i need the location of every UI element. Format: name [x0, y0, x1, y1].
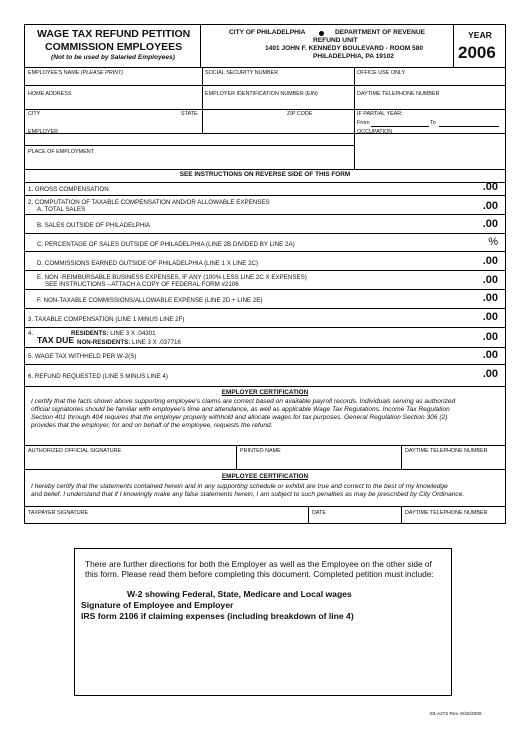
line-6-amount[interactable]: .00	[482, 368, 498, 380]
header-divider-right	[453, 25, 454, 67]
employer-cert-line-3: Section 401 through 404 requires that the employer properly withhold and allocate wages for tax purposes. General Regulation Section 306 (2)	[31, 414, 448, 421]
employer-cert-heading: EMPLOYER CERTIFICATION	[221, 389, 309, 396]
line-1-amount[interactable]: .00	[482, 181, 498, 193]
grid-rule-6	[25, 182, 505, 183]
header-divider-left	[200, 25, 201, 67]
requirements-notice	[74, 548, 452, 696]
rule-line-4	[25, 347, 505, 348]
taxpayer-sig-divider-1	[308, 506, 309, 524]
line-2a-label: A. TOTAL SALES	[37, 206, 86, 213]
line-6-label: 6. REFUND REQUESTED (LINE 5 MINUS LINE 4)	[28, 373, 168, 380]
agency-unit: REFUND UNIT	[313, 37, 358, 44]
grid-rule-3	[25, 133, 505, 134]
rule-line-2f	[25, 308, 505, 309]
line-2c-percent[interactable]: %	[488, 236, 498, 248]
requirement-signatures: Signature of Employee and Employer	[81, 600, 234, 610]
line-2e-sub-label: SEE INSTRUCTIONS --ATTACH A COPY OF FEDERAL FORM #2106	[45, 281, 239, 288]
grid-divider-1	[202, 67, 203, 133]
header-rule	[25, 67, 505, 68]
employer-sig-divider-1	[236, 445, 237, 469]
city-field[interactable]: CITY	[28, 111, 41, 117]
place-of-employment-field[interactable]: PLACE OF EMPLOYMENT	[28, 149, 94, 155]
rule-line-5	[25, 364, 505, 365]
employer-field[interactable]: EMPLOYER	[28, 129, 58, 135]
zip-field[interactable]: ZIP CODE	[287, 111, 313, 117]
form-title: WAGE TAX REFUND PETITION	[37, 28, 191, 40]
requirement-irs-2106: IRS form 2106 if claiming expenses (including breakdown of line 4)	[81, 611, 354, 621]
form-title-note: (Not to be used by Salaried Employees)	[51, 54, 175, 61]
home-address-field[interactable]: HOME ADDRESS	[28, 91, 72, 97]
rule-taxpayer-sig	[25, 506, 505, 507]
line-2d-amount[interactable]: .00	[482, 255, 498, 267]
line-2a-amount[interactable]: .00	[482, 200, 498, 212]
line-2b-label: B. SALES OUTSIDE OF PHILADELPHIA	[37, 222, 151, 229]
line-2f-label: F. NON-TAXABLE COMMISSIONS/ALLOWABLE EXPENSE (LINE 2D + LINE 2E)	[37, 297, 263, 304]
line-2e-amount[interactable]: .00	[482, 274, 498, 286]
employer-cert-line-1: I certify that the facts shown above supporting employee's claims are correct based on available payroll records. Individuals serving as authorized	[31, 398, 456, 405]
residents-rate: RESIDENTS: LINE 3 X .04301	[71, 330, 156, 337]
to-line	[439, 126, 499, 127]
grid-divider-2	[354, 67, 355, 169]
line-3-amount[interactable]: .00	[482, 311, 498, 323]
line-2d-label: D. COMMISSIONS EARNED OUTSIDE OF PHILADELPHIA (LINE 1 X LINE 2C)	[37, 260, 259, 267]
rule-line-2a	[25, 214, 505, 215]
to-field[interactable]: To	[430, 120, 436, 126]
rule-line-2c	[25, 251, 505, 252]
date-field[interactable]: DATE	[312, 510, 326, 516]
employer-sig-divider-2	[401, 445, 402, 469]
grid-rule-5	[25, 169, 505, 170]
printed-name-field[interactable]: PRINTED NAME	[240, 448, 281, 454]
employee-cert-heading: EMPLOYEE CERTIFICATION	[221, 473, 309, 480]
agency-city: CITY OF PHILADELPHIA	[229, 29, 306, 36]
rule-line-6	[25, 386, 505, 387]
employee-name-field[interactable]: EMPLOYEE'S NAME (PLEASE PRINT)	[28, 70, 124, 76]
taxpayer-signature-field[interactable]: TAXPAYER SIGNATURE	[28, 510, 89, 516]
grid-rule-2	[25, 109, 505, 110]
line-4-number: 4.	[28, 330, 34, 337]
partial-year-label: IF PARTIAL YEAR:	[357, 111, 403, 117]
wage-tax-refund-form	[24, 24, 506, 524]
from-line	[371, 126, 429, 127]
agency-bullet	[319, 31, 324, 36]
employee-cert-line-1: I hereby certify that the statements contained herein and in any supporting schedule or exhibit are true and correct to the best of my knowledge	[31, 483, 448, 490]
from-field[interactable]: From	[357, 120, 370, 126]
non-residents-rate: NON-RESIDENTS: LINE 3 X .037716	[77, 339, 181, 346]
taxpayer-sig-divider-2	[401, 506, 402, 524]
rule-employer-sig	[25, 445, 505, 446]
line-5-label: 5. WAGE TAX WITHHELD PER W-2(S)	[28, 353, 137, 360]
employer-phone-field[interactable]: DAYTIME TELEPHONE NUMBER	[405, 448, 488, 454]
line-4-amount[interactable]: .00	[482, 331, 498, 343]
state-field[interactable]: STATE	[181, 111, 198, 117]
rule-line-3	[25, 327, 505, 328]
ein-field[interactable]: EMPLOYER IDENTIFICATION NUMBER (EIN)	[205, 91, 318, 97]
line-5-amount[interactable]: .00	[482, 349, 498, 361]
taxpayer-phone-field[interactable]: DAYTIME TELEPHONE NUMBER	[405, 510, 488, 516]
line-2f-amount[interactable]: .00	[482, 292, 498, 304]
employer-cert-line-4: provides that the employer, for and on behalf of the employee, requests the refund.	[31, 422, 273, 429]
rule-employee-cert	[25, 469, 505, 470]
line-3-label: 3. TAXABLE COMPENSATION (LINE 1 MINUS LINE 2F)	[28, 316, 185, 323]
form-subtitle: COMMISSION EMPLOYEES	[45, 41, 183, 53]
employee-cert-line-2: and belief. I understand that if I knowingly make any false statements herein, I am subject to such penalties as may be prescribed by City Ordinance.	[31, 491, 465, 498]
grid-rule-4	[25, 145, 354, 146]
year-value: 2006	[458, 43, 496, 62]
notice-line-2: this form. Please read them before completing this document. Completed petition must include:	[85, 569, 434, 579]
line-1-label: 1. GROSS COMPENSATION	[28, 186, 109, 193]
office-use-label: OFFICE USE ONLY	[357, 70, 406, 76]
grid-rule-1	[25, 85, 505, 86]
daytime-phone-field[interactable]: DAYTIME TELEPHONE NUMBER	[357, 91, 440, 97]
line-2-label: 2. COMPUTATION OF TAXABLE COMPENSATION AND/OR ALLOWABLE EXPENSES	[28, 199, 270, 206]
occupation-field[interactable]: OCCUPATION	[357, 129, 393, 135]
form-id: 83-A272 Rev. 8/26/2006	[430, 712, 482, 717]
ssn-field[interactable]: SOCIAL SECURITY NUMBER	[205, 70, 279, 76]
line-2b-amount[interactable]: .00	[482, 218, 498, 230]
rule-line-1	[25, 195, 505, 196]
agency-address: 1401 JOHN F. KENNEDY BOULEVARD - ROOM 580	[265, 45, 424, 52]
year-label: YEAR	[468, 30, 492, 40]
requirement-w2: W-2 showing Federal, State, Medicare and Local wages	[127, 589, 352, 599]
instructions-header: SEE INSTRUCTIONS ON REVERSE SIDE OF THIS FORM	[179, 171, 351, 178]
notice-line-1: There are further directions for both the Employer as well as the Employee on the other side of	[85, 559, 432, 569]
agency-department: DEPARTMENT OF REVENUE	[335, 29, 425, 36]
rule-line-2e	[25, 289, 505, 290]
line-2c-label: C. PERCENTAGE OF SALES OUTSIDE OF PHILADELPHIA (LINE 2B DIVIDED BY LINE 2A)	[37, 241, 295, 248]
agency-city-state: PHILADELPHIA, PA 19102	[313, 53, 394, 60]
rule-line-2b	[25, 233, 505, 234]
rule-line-2d	[25, 270, 505, 271]
tax-due-label: TAX DUE	[37, 335, 75, 345]
employer-cert-line-2: official signatories should be familiar with employee's time and attendance, as well as applicable Wage Tax Regulations. Income Tax Regulation	[31, 406, 450, 413]
line-2e-label: E. NON -REIMBURSABLE BUSINESS EXPENSES, IF ANY (100% LESS LINE 2C X EXPENSES)	[37, 274, 307, 281]
authorized-signature-field[interactable]: AUTHORIZED OFFICIAL SIGNATURE	[28, 448, 122, 454]
